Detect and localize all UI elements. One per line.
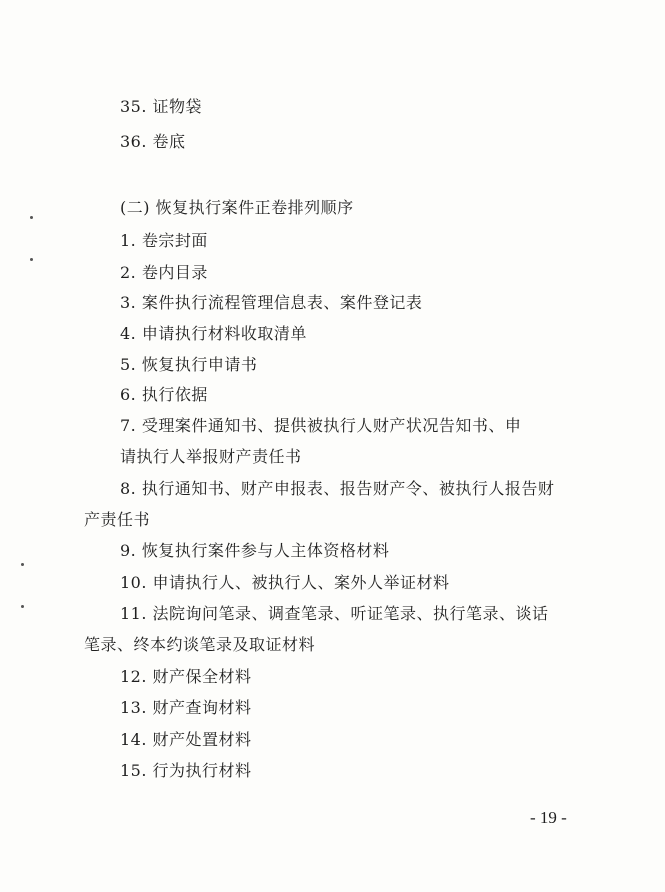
scan-speck: [21, 563, 24, 566]
text-line: 产责任书: [84, 510, 151, 529]
text-line: 14. 财产处置材料: [120, 730, 252, 749]
text-line: 15. 行为执行材料: [120, 761, 252, 780]
text-line: 35. 证物袋: [120, 97, 203, 116]
page-number: - 19 -: [530, 808, 567, 827]
text-line: 8. 执行通知书、财产申报表、报告财产令、被执行人报告财: [120, 479, 555, 498]
text-line: 10. 申请执行人、被执行人、案外人举证材料: [120, 573, 450, 592]
text-line: 7. 受理案件通知书、提供被执行人财产状况告知书、申: [120, 416, 522, 435]
text-line: 3. 案件执行流程管理信息表、案件登记表: [120, 293, 423, 312]
text-line: 36. 卷底: [120, 132, 186, 151]
text-line: 13. 财产查询材料: [120, 698, 252, 717]
text-line: 5. 恢复执行申请书: [120, 355, 258, 374]
text-line: 6. 执行依据: [120, 385, 208, 404]
scan-speck: [30, 258, 33, 261]
text-line: 笔录、终本约谈笔录及取证材料: [84, 635, 316, 654]
text-line: 12. 财产保全材料: [120, 667, 252, 686]
text-line: 2. 卷内目录: [120, 263, 208, 282]
scan-speck: [30, 216, 33, 219]
text-line: 9. 恢复执行案件参与人主体资格材料: [120, 541, 390, 560]
section-heading: (二) 恢复执行案件正卷排列顺序: [120, 198, 354, 217]
text-line: 11. 法院询问笔录、调查笔录、听证笔录、执行笔录、谈话: [120, 604, 549, 623]
text-line: 1. 卷宗封面: [120, 231, 208, 250]
text-line: 4. 申请执行材料收取清单: [120, 324, 307, 343]
scan-speck: [21, 605, 24, 608]
text-line: 请执行人举报财产责任书: [120, 447, 302, 466]
